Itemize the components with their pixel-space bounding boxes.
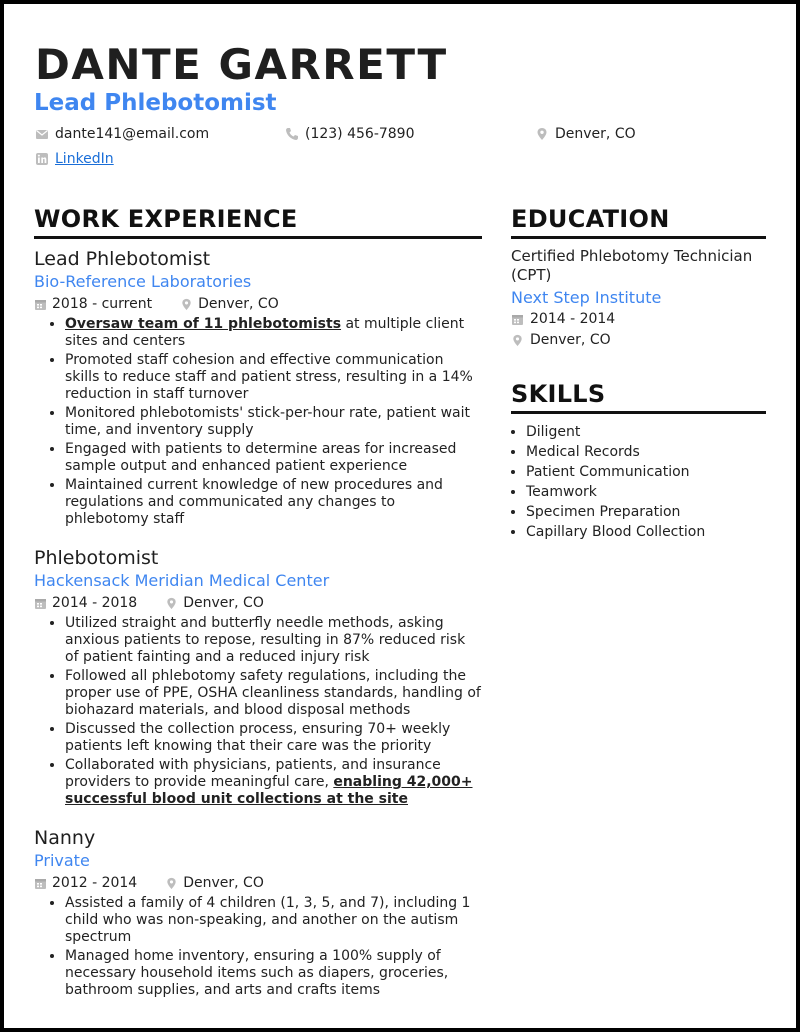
work-experience-section: [34, 204, 482, 1017]
sidebar-column: [511, 204, 766, 542]
candidate-role: Lead Phlebotomist: [34, 90, 277, 116]
bullet-item: [65, 316, 482, 350]
skill-item: • Capillary Blood Collection: [526, 522, 766, 542]
location-text: Denver, CO: [183, 875, 264, 891]
bullet-item: • Promoted staff cohesion and effective communication skills to reduce staff and patient stress, resulting in a 14% reduction in staff turnover: [65, 352, 482, 403]
contact-phone: [285, 126, 415, 142]
contact-email: [35, 126, 209, 142]
bullet-item: • Monitored phlebotomists' stick-per-hour rate, patient wait time, and inventory supply: [65, 405, 482, 439]
map-pin-icon: [165, 877, 178, 890]
map-pin-icon: [165, 597, 178, 610]
education-heading: EDUCATION: [511, 204, 766, 239]
job-bullets: [34, 615, 482, 808]
skill-item: • Diligent: [526, 422, 766, 442]
bullet-item: [65, 757, 482, 808]
bullet-item: • Managed home inventory, ensuring a 100% supply of necessary household items such as diapers, groceries, bathroom supplies, and arts and crafts items: [65, 948, 482, 999]
envelope-icon: [35, 127, 49, 141]
school-name: Next Step Institute: [511, 288, 662, 307]
map-pin-icon: [511, 334, 524, 347]
job-entry: [34, 247, 482, 528]
contact-linkedin: [35, 151, 114, 167]
education-section: [511, 204, 766, 351]
job-meta: [34, 294, 482, 314]
bullet-item: • Engaged with patients to determine areas for increased sample output and enhanced patient experience: [65, 441, 482, 475]
calendar-icon: [34, 877, 47, 890]
job-meta: [34, 873, 482, 893]
dates-text: 2014 - 2014: [530, 311, 616, 327]
company-name: Private: [34, 851, 90, 870]
contact-location: [535, 126, 636, 142]
job-location: [165, 873, 264, 893]
job-dates: [34, 294, 152, 314]
email-text: dante141@email.com: [55, 126, 210, 142]
job-entry: [34, 826, 482, 999]
linkedin-link[interactable]: LinkedIn: [55, 151, 114, 167]
map-pin-icon: [535, 127, 549, 141]
job-entry: [34, 546, 482, 808]
highlight-text: Oversaw team of 11 phlebotomists: [65, 316, 342, 332]
bullet-item: • Assisted a family of 4 children (1, 3, 5, and 7), including 1 child who was non-speaking, and another on the autism spectrum: [65, 895, 482, 946]
skill-item: • Teamwork: [526, 482, 766, 502]
location-text: Denver, CO: [555, 126, 636, 142]
job-title: Nanny: [34, 827, 96, 849]
company-name: Hackensack Meridian Medical Center: [34, 571, 330, 590]
bullet-item: • Maintained current knowledge of new procedures and regulations and communicated any changes to phlebotomy staff: [65, 477, 482, 528]
location-text: Denver, CO: [530, 332, 611, 348]
bullet-text: at multiple client sites and centers: [65, 316, 465, 349]
calendar-icon: [34, 597, 47, 610]
dates-text: 2014 - 2018: [52, 595, 138, 611]
job-bullets: [34, 895, 482, 999]
skill-item: • Specimen Preparation: [526, 502, 766, 522]
calendar-icon: [511, 313, 524, 326]
job-title: Lead Phlebotomist: [34, 248, 211, 270]
phone-icon: [285, 127, 299, 141]
education-location: [511, 330, 766, 351]
highlight-text: enabling 42,000+ successful blood unit collections at the site: [65, 774, 473, 807]
skill-item: • Medical Records: [526, 442, 766, 462]
candidate-name: DANTE GARRETT: [35, 40, 448, 89]
skills-heading: SKILLS: [511, 379, 766, 414]
dates-text: 2018 - current: [52, 296, 153, 312]
work-experience-heading: WORK EXPERIENCE: [34, 204, 482, 239]
job-dates: [34, 873, 137, 893]
job-title: Phlebotomist: [34, 547, 159, 569]
location-text: Denver, CO: [183, 595, 264, 611]
bullet-item: • Utilized straight and butterfly needle methods, asking anxious patients to repose, resulting in 87% reduced risk of patient fainting and a reduced injury risk: [65, 615, 482, 666]
bullet-item: • Discussed the collection process, ensuring 70+ weekly patients left knowing that their care was the priority: [65, 721, 482, 755]
job-dates: [34, 593, 137, 613]
map-pin-icon: [180, 298, 193, 311]
skills-section: [511, 379, 766, 542]
calendar-icon: [34, 298, 47, 311]
job-location: [165, 593, 264, 613]
location-text: Denver, CO: [198, 296, 279, 312]
bullet-item: • Followed all phlebotomy safety regulations, including the proper use of PPE, OSHA cleanliness standards, handling of biohazard materials, and blood disposal methods: [65, 668, 482, 719]
resume-page: [4, 4, 796, 1028]
dates-text: 2012 - 2014: [52, 875, 138, 891]
job-meta: [34, 593, 482, 613]
company-name: Bio-Reference Laboratories: [34, 272, 252, 291]
job-bullets: [34, 316, 482, 528]
linkedin-icon: [35, 152, 49, 166]
job-location: [180, 294, 279, 314]
bullet-text: Collaborated with physicians, patients, and insurance providers to provide meaningful care,: [65, 757, 441, 790]
skills-list: [511, 422, 766, 542]
degree-name: Certified Phlebotomy Technician (CPT): [511, 247, 753, 284]
education-dates: [511, 309, 766, 330]
phone-text: (123) 456-7890: [305, 126, 415, 142]
skill-item: • Patient Communication: [526, 462, 766, 482]
